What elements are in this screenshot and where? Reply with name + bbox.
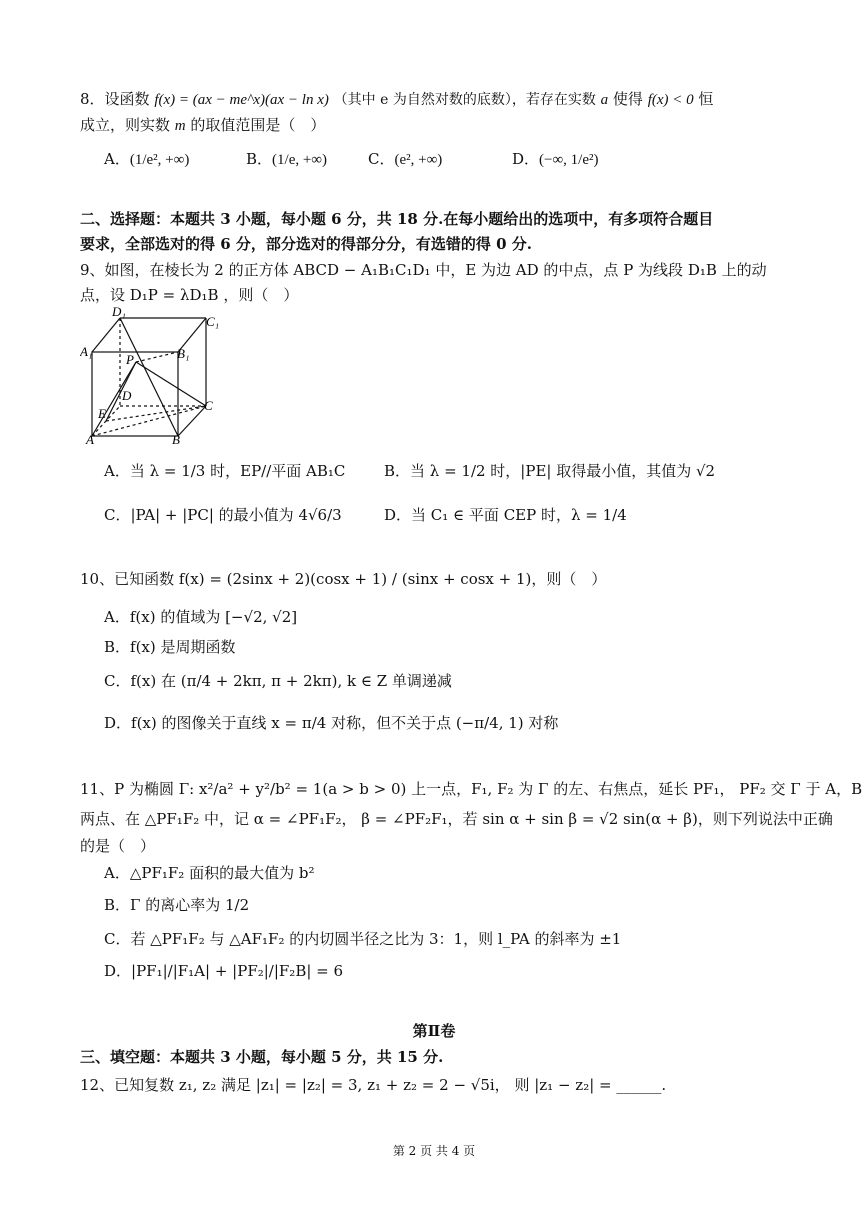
label-b1: B₁ [177,346,190,361]
q8-line1: 8．设函数 f(x) = (ax − me^x)(ax − ln x) （其中 e 为自然对数的底数），若存在实数 a 使得 f(x) < 0 恒 [80,90,714,108]
label-b: B [172,432,180,446]
q8-function: f(x) = (ax − me^x)(ax − ln x) [154,92,329,108]
section3-header: 三、填空题：本题共 3 小题，每小题 5 分，共 15 分. [80,1048,444,1066]
label-p: P [126,352,134,367]
q11-line1: 11、P 为椭圆 Γ: x²/a² + y²/b² = 1(a > b > 0) 上一点，F₁, F₂ 为 Γ 的左、右焦点，延长 PF₁， PF₂ 交 Γ 于 A，B [80,780,863,798]
q11-option-c: C．若 △PF₁F₂ 与 △AF₁F₂ 的内切圆半径之比为 3：1，则 l_PA 的斜率为 ±1 [104,930,622,948]
q12-stem: 12、已知复数 z₁, z₂ 满足 |z₁| = |z₂| = 3, z₁ + z₂ = 2 − √5i， 则 |z₁ − z₂| = ______. [80,1076,667,1094]
q9-option-b: B．当 λ = 1/2 时，|PE| 取得最小值，其值为 √2 [384,462,716,480]
label-c: C [204,398,213,413]
q9-line2: 点，设 D₁P = λD₁B ，则（ ） [80,286,299,304]
section2-header-line2: 要求，全部选对的得 6 分，部分选对的得部分分，有选错的得 0 分. [80,235,532,253]
label-a: A [86,432,94,446]
q8-option-d: D．(−∞, 1/e²) [512,150,599,168]
label-d: D [122,388,132,403]
q9-option-d: D．当 C₁ ∈ 平面 CEP 时，λ = 1/4 [384,506,627,524]
q11-option-d: D．|PF₁|/|F₁A| + |PF₂|/|F₂B| = 6 [104,962,344,980]
q11-option-a: A．△PF₁F₂ 面积的最大值为 b² [104,864,315,882]
q8-option-c: C．(e², +∞) [368,150,443,168]
label-d1: D₁ [112,306,126,319]
q8-option-b: B．(1/e, +∞) [246,150,327,168]
q11-line2: 两点、在 △PF₁F₂ 中，记 α = ∠PF₁F₂， β = ∠PF₂F₁，若 sin α + sin β = √2 sin(α + β)，则下列说法中正确 [80,810,833,828]
q8-option-a: A．(1/e², +∞) [104,150,190,168]
q10-stem: 10、已知函数 f(x) = (2sinx + 2)(cosx + 1) / (sinx + cosx + 1)，则（ ） [80,570,607,588]
q10-option-a: A．f(x) 的值域为 [−√2, √2] [104,608,298,626]
label-a1: A₁ [80,344,93,359]
q11-line3: 的是（ ） [80,837,156,855]
cube-figure [80,306,220,446]
q9-option-a: A．当 λ = 1/3 时，EP//平面 AB₁C [104,462,346,480]
page-footer: 第 2 页 共 4 页 [392,1144,476,1158]
q8-line2: 成立，则实数 m 的取值范围是（ ） [80,116,326,134]
q9-line1: 9、如图，在棱长为 2 的正方体 ABCD − A₁B₁C₁D₁ 中，E 为边 AD 的中点，点 P 为线段 D₁B 上的动 [80,261,767,279]
part2-title: 第Ⅱ卷 [412,1022,456,1040]
label-c1: C₁ [206,314,220,329]
q9-option-c: C．|PA| + |PC| 的最小值为 4√6/3 [104,506,342,524]
q10-option-d: D．f(x) 的图像关于直线 x = π/4 对称，但不关于点 (−π/4, 1) 对称 [104,714,559,732]
q11-option-b: B．Γ 的离心率为 1/2 [104,896,250,914]
section2-header-line1: 二、选择题：本题共 3 小题，每小题 6 分，共 18 分.在每小题给出的选项中，有多项符合题目 [80,210,714,228]
q10-option-c: C．f(x) 在 (π/4 + 2kπ, π + 2kπ), k ∈ Z 单调递减 [104,672,452,690]
q10-option-b: B．f(x) 是周期函数 [104,638,236,656]
label-e: E [98,406,106,421]
